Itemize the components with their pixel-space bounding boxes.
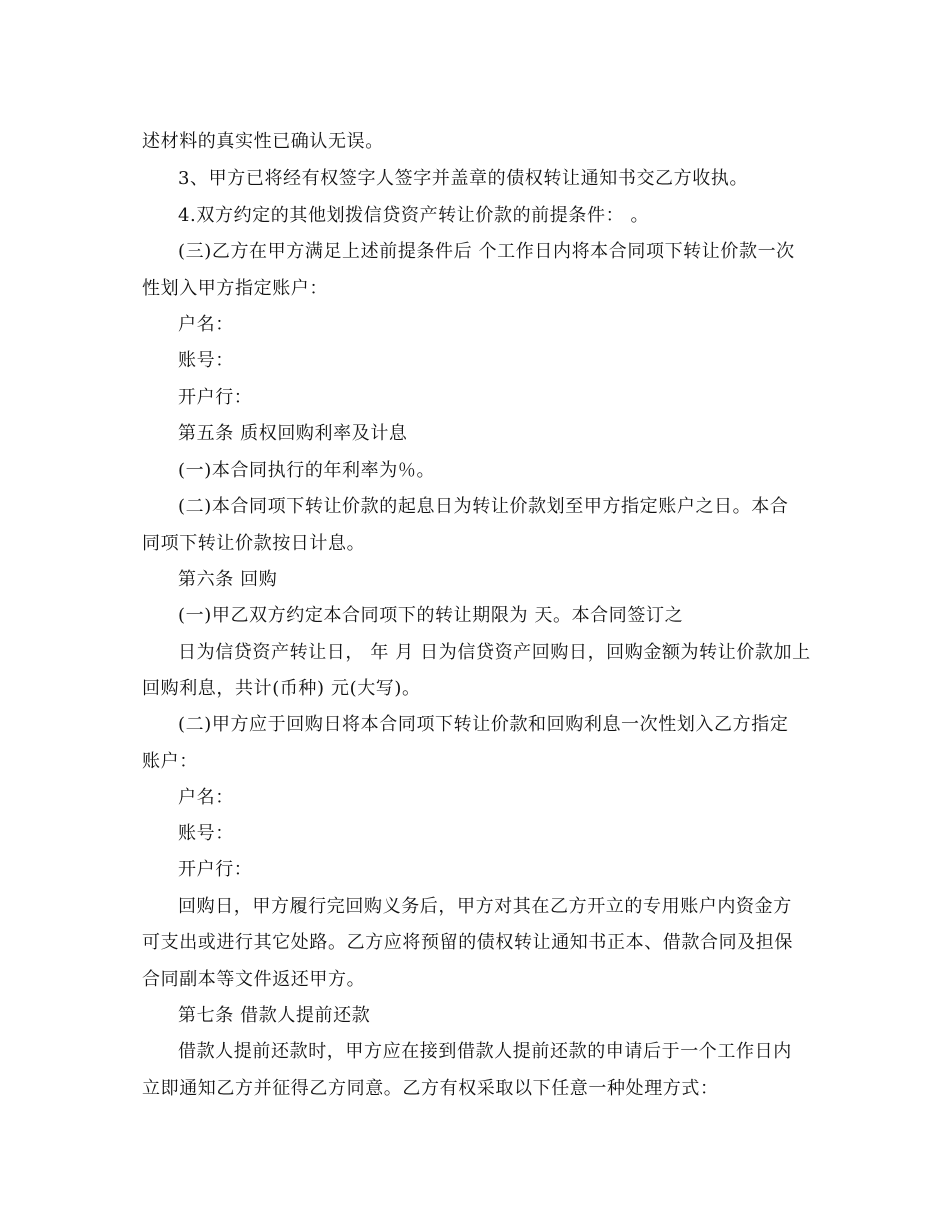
text-line: 户名：: [178, 314, 234, 335]
section-heading: 第七条 借款人提前还款: [178, 1005, 371, 1026]
text-line: 日为信贷资产转让日， 年 月 日为信贷资产回购日，回购金额为转让价款加上: [178, 642, 811, 663]
text-line: 账户：: [142, 751, 198, 772]
text-line: 性划入甲方指定账户：: [142, 278, 328, 299]
text-line: 3、甲方已将经有权签字人签字并盖章的债权转让通知书交乙方收执。: [178, 168, 749, 189]
text-line: 回购利息，共计(币种) 元(大写)。: [142, 678, 421, 699]
text-line: 回购日，甲方履行完回购义务后，甲方对其在乙方开立的专用账户内资金方: [178, 896, 792, 917]
text-line: 账号：: [178, 823, 234, 844]
section-heading: 第五条 质权回购利率及计息: [178, 423, 408, 444]
text-line: (一)本合同执行的年利率为％。: [178, 460, 436, 481]
text-line: 账号：: [178, 350, 234, 371]
text-line: (二)甲方应于回购日将本合同项下转让价款和回购利息一次性划入乙方指定: [178, 714, 789, 735]
text-line: 述材料的真实性已确认无误。: [142, 131, 384, 152]
text-line: (二)本合同项下转让价款的起息日为转让价款划至甲方指定账户之日。本合: [178, 496, 789, 517]
text-line: 合同副本等文件返还甲方。: [142, 969, 366, 990]
text-line: 户名：: [178, 787, 234, 808]
text-line: 可支出或进行其它处路。乙方应将预留的债权转让通知书正本、借款合同及担保: [142, 932, 793, 953]
text-line: 4.双方约定的其他划拨信贷资产转让价款的前提条件： 。: [178, 205, 650, 226]
text-line: (一)甲乙双方约定本合同项下的转让期限为 天。本合同签订之: [178, 605, 684, 626]
text-line: 同项下转让价款按日计息。: [142, 533, 366, 554]
text-line: 开户行：: [178, 859, 253, 880]
text-line: (三)乙方在甲方满足上述前提条件后 个工作日内将本合同项下转让价款一次: [178, 241, 795, 262]
text-line: 开户行：: [178, 387, 253, 408]
text-line: 立即通知乙方并征得乙方同意。乙方有权采取以下任意一种处理方式：: [142, 1078, 719, 1099]
section-heading: 第六条 回购: [178, 569, 278, 590]
text-line: 借款人提前还款时，甲方应在接到借款人提前还款的申请后于一个工作日内: [178, 1041, 792, 1062]
